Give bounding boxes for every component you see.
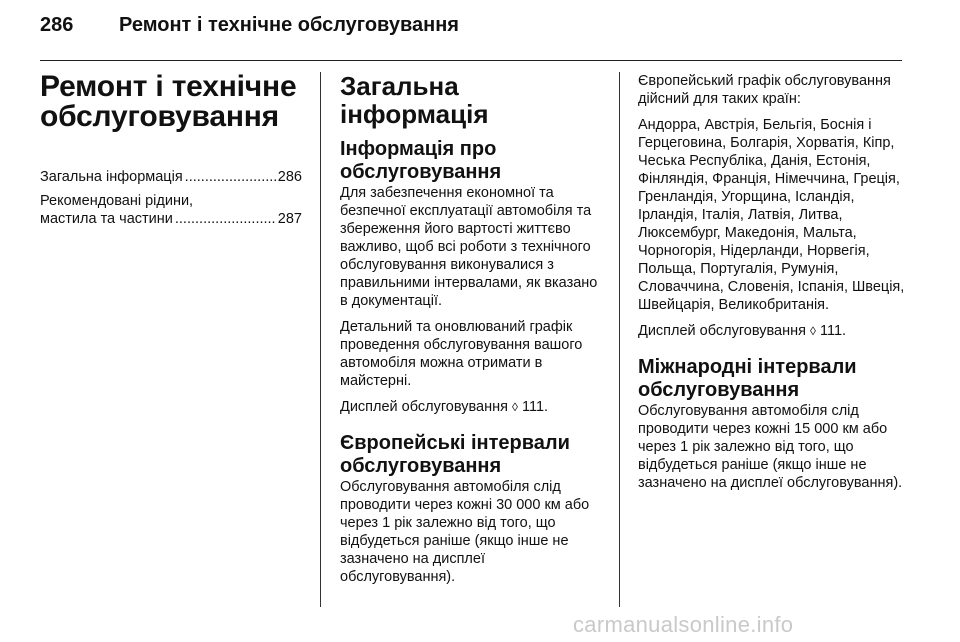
paragraph: Обслуговування автомобіля слід проводити через кожні 30 000 км або через 1 рік залежно від того, що відбудеться раніше (якщо інше не зазначено на дисплеї обслуговування). [340, 479, 590, 585]
paragraph: Обслуговування автомобіля слід проводити через кожні 15 000 км або через 1 рік залежно від того, що відбудеться раніше (якщо інше не зазначено на дисплеї обслуговування). [638, 403, 903, 491]
cross-reference[interactable] [638, 322, 908, 340]
chapter-title: Ремонт і технічне обслуговування [40, 70, 297, 133]
toc-entry-page: 286 [277, 169, 302, 185]
toc-leader-dots [185, 168, 276, 186]
toc-entry-text-line1: Рекомендовані рідини, [40, 193, 194, 209]
paragraph: Детальний та оновлюваний графік проведення обслуговування вашого автомобіля можна отримати в майстерні. [340, 319, 583, 389]
cross-reference[interactable] [340, 398, 602, 416]
toc-entry-text: мастила та частини [40, 211, 173, 227]
section-title: Загальна інформація [340, 71, 489, 129]
running-title: Ремонт і технічне обслуговування [119, 14, 459, 36]
reference-page: 111. [521, 399, 549, 415]
country-list: Андорра, Австрія, Бельгія, Боснія і Герцеговина, Болгарія, Хорватія, Кіпр, Чеська Республіка, Данія, Естонія, Фінляндія, Франція, Німеччина, Греція, Гренландія, Угорщина, Ісландія, Ірландія, Італія, Латвія, Литва, Люксембург, Македонія, Мальта, Чорногорія, Нідерланди, Норвегія, Польща, Португалія, Румунія, Словаччина, Словенія, Іспанія, Швеція, Швейцарія, Великобританія. [638, 117, 905, 313]
subsection-title-service-info: Інформація про обслуговування [340, 138, 502, 183]
header-divider [40, 60, 902, 61]
toc-entry-general-info[interactable] [40, 168, 302, 186]
column-divider-2 [619, 72, 620, 607]
toc-line [40, 168, 302, 186]
toc-entry-fluids[interactable] [40, 192, 302, 228]
subsection-title-european-intervals: Європейські інтервали обслуговування [340, 432, 570, 477]
reference-text: Дисплей обслуговування [340, 399, 508, 415]
column-1 [40, 72, 302, 234]
page-number: 286 [40, 14, 74, 36]
column-2 [340, 72, 602, 594]
column-3 [638, 72, 908, 500]
watermark: carmanualsonline.info [573, 612, 794, 637]
subsection-title-international-intervals: Міжнародні інтервали обслуговування [638, 356, 857, 401]
reference-arrow-icon: ◊ [512, 400, 518, 414]
reference-page: 111. [819, 323, 847, 339]
toc-leader-dots [175, 210, 276, 228]
toc-line [40, 210, 302, 228]
paragraph: Європейський графік обслуговування дійсний для таких країн: [638, 73, 891, 107]
toc-entry-text: Загальна інформація [40, 169, 183, 185]
column-divider-1 [320, 72, 321, 607]
paragraph: Для забезпечення економної та безпечної експлуатації автомобіля та збереження його вартості життєво важливо, щоб всі роботи з технічного обслуговування виконувалися з правильними інтервалами, як вказано в документації. [340, 185, 598, 309]
page-header [40, 14, 920, 48]
reference-arrow-icon: ◊ [810, 324, 816, 338]
toc-entry-page: 287 [277, 211, 302, 227]
reference-text: Дисплей обслуговування [638, 323, 806, 339]
